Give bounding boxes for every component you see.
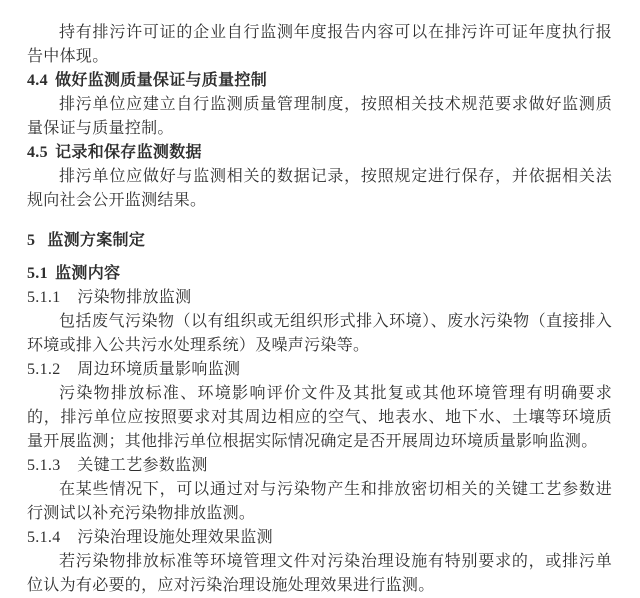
paragraph-pollutant-scope: 包括废气污染物（以有组织或无组织形式排入环境）、废水污染物（直接排入环境或排入公共污水处理系统）及噪声污染等。: [27, 313, 612, 354]
heading-5-1-2: [27, 358, 612, 382]
heading-5: [27, 229, 612, 253]
section-number: 5.1: [27, 265, 48, 282]
section-title: 做好监测质量保证与质量控制: [55, 72, 267, 89]
paragraph-annual-report: 持有排污许可证的企业自行监测年度报告内容可以在排污许可证年度执行报告中体现。: [27, 24, 612, 65]
section-title: 关键工艺参数监测: [77, 457, 208, 474]
section-number: 5: [27, 232, 36, 249]
section-number: 4.4: [27, 72, 48, 89]
paragraph-treatment-facility: 若污染物排放标准等环境管理文件对污染治理设施有特别要求的，或排污单位认为有必要的，应对污染治理设施处理效果进行监测。: [27, 553, 612, 594]
paragraph-surrounding-environment: 污染物排放标准、环境影响评价文件及其批复或其他环境管理有明确要求的，排污单位应按照要求对其周边相应的空气、地表水、地下水、土壤等环境质量开展监测；其他排污单位根据实际情况确定是否开展周边环境质量影响监测。: [27, 385, 612, 450]
heading-5-1-1: [27, 286, 612, 310]
heading-5-1: [27, 262, 612, 286]
section-title: 周边环境质量影响监测: [77, 361, 241, 378]
paragraph-qa-qc: 排污单位应建立自行监测质量管理制度，按照相关技术规范要求做好监测质量保证与质量控制。: [27, 96, 612, 137]
heading-5-1-4: [27, 526, 612, 550]
section-title: 记录和保存监测数据: [55, 144, 202, 161]
section-title: 监测方案制定: [47, 232, 146, 249]
section-number: 5.1.3: [27, 457, 61, 474]
section-title: 监测内容: [55, 265, 121, 282]
section-number: 5.1.4: [27, 529, 61, 546]
paragraph-process-parameters: 在某些情况下，可以通过对与污染物产生和排放密切相关的关键工艺参数进行测试以补充污染物排放监测。: [27, 481, 612, 522]
paragraph-record-keeping: 排污单位应做好与监测相关的数据记录，按照规定进行保存，并依据相关法规向社会公开监测结果。: [27, 168, 612, 209]
section-number: 5.1.2: [27, 361, 61, 378]
heading-4-4: [27, 69, 612, 93]
section-title: 污染治理设施处理效果监测: [77, 529, 273, 546]
heading-4-5: [27, 141, 612, 165]
section-title: 污染物排放监测: [77, 289, 192, 306]
section-number: 4.5: [27, 144, 48, 161]
section-number: 5.1.1: [27, 289, 61, 306]
heading-5-1-3: [27, 454, 612, 478]
